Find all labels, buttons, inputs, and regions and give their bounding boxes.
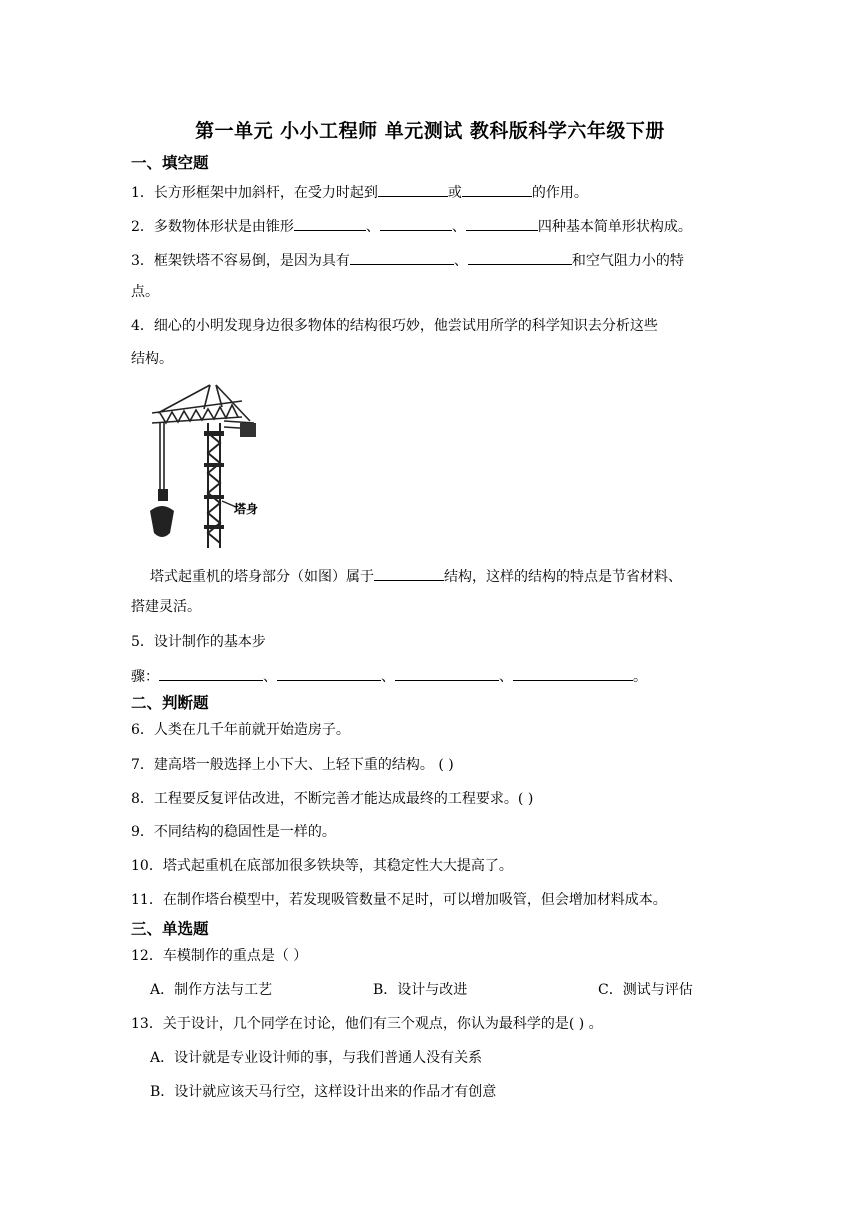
answer-blank[interactable]: [468, 248, 572, 265]
answer-blank[interactable]: [294, 214, 366, 231]
question-4-body: 塔式起重机的塔身部分（如图）属于 结构，这样的结构的特点是节省材料、: [150, 564, 682, 587]
answer-blank[interactable]: [277, 664, 381, 681]
option-a[interactable]: A．制作方法与工艺: [150, 982, 273, 998]
answer-blank[interactable]: [350, 248, 454, 265]
question-3: 3．框架铁塔不容易倒，是因为具有 、 和空气阻力小的特: [131, 248, 684, 271]
option-a[interactable]: A．设计就是专业设计师的事，与我们普通人没有关系: [150, 1050, 483, 1066]
option-c[interactable]: C．测试与评估: [598, 982, 693, 998]
section-single-choice: 三、单选题: [131, 920, 209, 938]
question-8: 8．工程要反复评估改进，不断完善才能达成最终的工程要求。( ): [131, 791, 534, 807]
question-2: 2．多数物体形状是由锥形 、 、 四种基本简单形状构成。: [131, 214, 692, 237]
question-4-continued: 结构。: [131, 351, 173, 367]
answer-blank[interactable]: [513, 664, 633, 681]
question-12: 12．车模制作的重点是（ ）: [131, 948, 308, 964]
answer-blank[interactable]: [395, 664, 499, 681]
question-3-continued: 点。: [131, 284, 159, 300]
answer-blank[interactable]: [380, 214, 452, 231]
section-true-false: 二、判断题: [131, 694, 209, 712]
question-10: 10．塔式起重机在底部加很多铁块等，其稳定性大大提高了。: [131, 858, 513, 874]
page-title: 第一单元 小小工程师 单元测试 教科版科学六年级下册: [195, 120, 665, 142]
answer-blank[interactable]: [466, 214, 538, 231]
question-13: 13．关于设计，几个同学在讨论，他们有三个观点，你认为最科学的是( ) 。: [131, 1016, 603, 1032]
question-5: 5．设计制作的基本步: [131, 634, 266, 650]
question-6: 6．人类在几千年前就开始造房子。: [131, 722, 350, 738]
question-1: 1．长方形框架中加斜杆，在受力时起到 或 的作用。: [131, 180, 588, 203]
question-7: 7．建高塔一般选择上小下大、上轻下重的结构。 ( ): [131, 757, 454, 773]
option-b[interactable]: B．设计与改进: [373, 982, 468, 998]
question-5-continued: 骤： 、 、 、 。: [131, 664, 647, 687]
answer-blank[interactable]: [159, 664, 263, 681]
tower-body-label: 塔身: [234, 502, 259, 516]
question-11: 11．在制作塔台模型中，若发现吸管数量不足时，可以增加吸管，但会增加材料成本。: [131, 892, 667, 908]
answer-blank[interactable]: [374, 564, 444, 581]
answer-blank[interactable]: [378, 180, 448, 197]
section-fill-blank: 一、填空题: [131, 154, 209, 172]
tower-crane-figure: [146, 383, 266, 548]
answer-blank[interactable]: [462, 180, 532, 197]
option-b[interactable]: B．设计就应该天马行空，这样设计出来的作品才有创意: [150, 1084, 497, 1100]
question-4: 4．细心的小明发现身边很多物体的结构很巧妙，他尝试用所学的科学知识去分析这些: [131, 318, 658, 334]
question-4-body-continued: 搭建灵活。: [131, 599, 201, 615]
question-9: 9．不同结构的稳固性是一样的。: [131, 824, 336, 840]
